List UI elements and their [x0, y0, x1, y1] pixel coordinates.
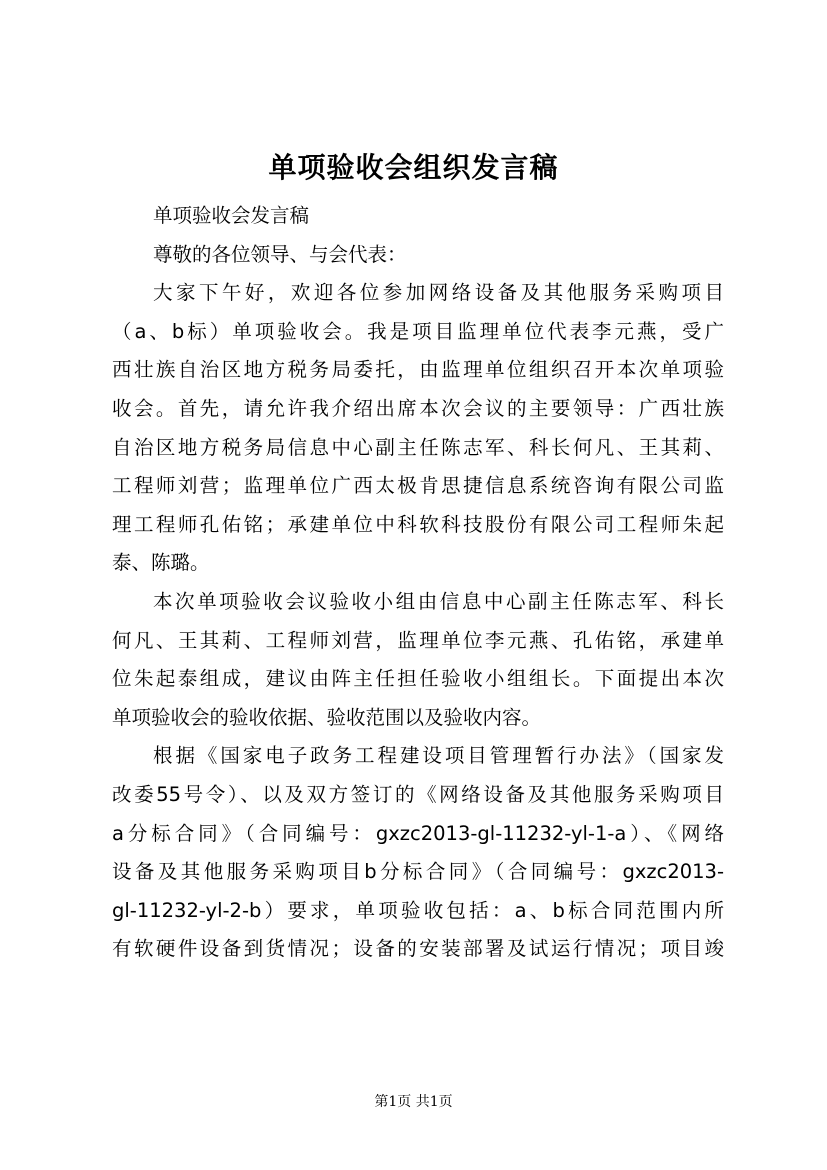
text-line: 根据《国家电子政务工程建设项目管理暂行办法》（国家发: [153, 744, 724, 768]
text-line: 工程师刘营；监理单位广西太极肯思捷信息系统咨询有限公司监: [112, 474, 724, 498]
text-line: 何凡、王其莉、工程师刘营，监理单位李元燕、孔佑铭，承建单: [112, 628, 724, 652]
text-line: 收会。首先，请允许我介绍出席本次会议的主要领导：广西壮族: [112, 396, 724, 420]
text-line: 单项验收会发言稿: [153, 204, 310, 227]
text-line: 改委55号令）、以及双方签订的《网络设备及其他服务采购项目: [112, 782, 724, 806]
text-line: 尊敬的各位领导、与会代表：: [153, 242, 407, 266]
text-line: a分标合同》（合同编号：gxzc2013-gl-11232-yl-1-a）、《网络: [112, 821, 724, 845]
document-title: 单项验收会组织发言稿: [268, 151, 559, 184]
text-line: 泰、陈璐。: [112, 551, 210, 575]
text-line: （a、b标）单项验收会。我是项目监理单位代表李元燕，受广: [112, 319, 724, 343]
text-line: 西壮族自治区地方税务局委托，由监理单位组织召开本次单项验: [112, 358, 724, 382]
text-line: 本次单项验收会议验收小组由信息中心副主任陈志军、科长: [153, 589, 724, 613]
page-number-footer: 第1页 共1页: [374, 1094, 453, 1110]
text-line: 设备及其他服务采购项目b分标合同》（合同编号：gxzc2013-: [112, 860, 724, 884]
text-line: 有软硬件设备到货情况；设备的安装部署及试运行情况；项目竣: [112, 937, 724, 961]
text-line: 单项验收会的验收依据、验收范围以及验收内容。: [112, 705, 542, 729]
text-line: 大家下午好，欢迎各位参加网络设备及其他服务采购项目: [153, 281, 724, 305]
text-line: 理工程师孔佑铭；承建单位中科软科技股份有限公司工程师朱起: [112, 512, 724, 536]
text-line: 位朱起泰组成，建议由阵主任担任验收小组组长。下面提出本次: [112, 667, 724, 691]
text-line: gl-11232-yl-2-b）要求，单项验收包括：a、b标合同范围内所: [112, 898, 724, 922]
document-body: [112, 197, 724, 969]
text-line: 自治区地方税务局信息中心副主任陈志军、科长何凡、王其莉、: [112, 435, 724, 459]
